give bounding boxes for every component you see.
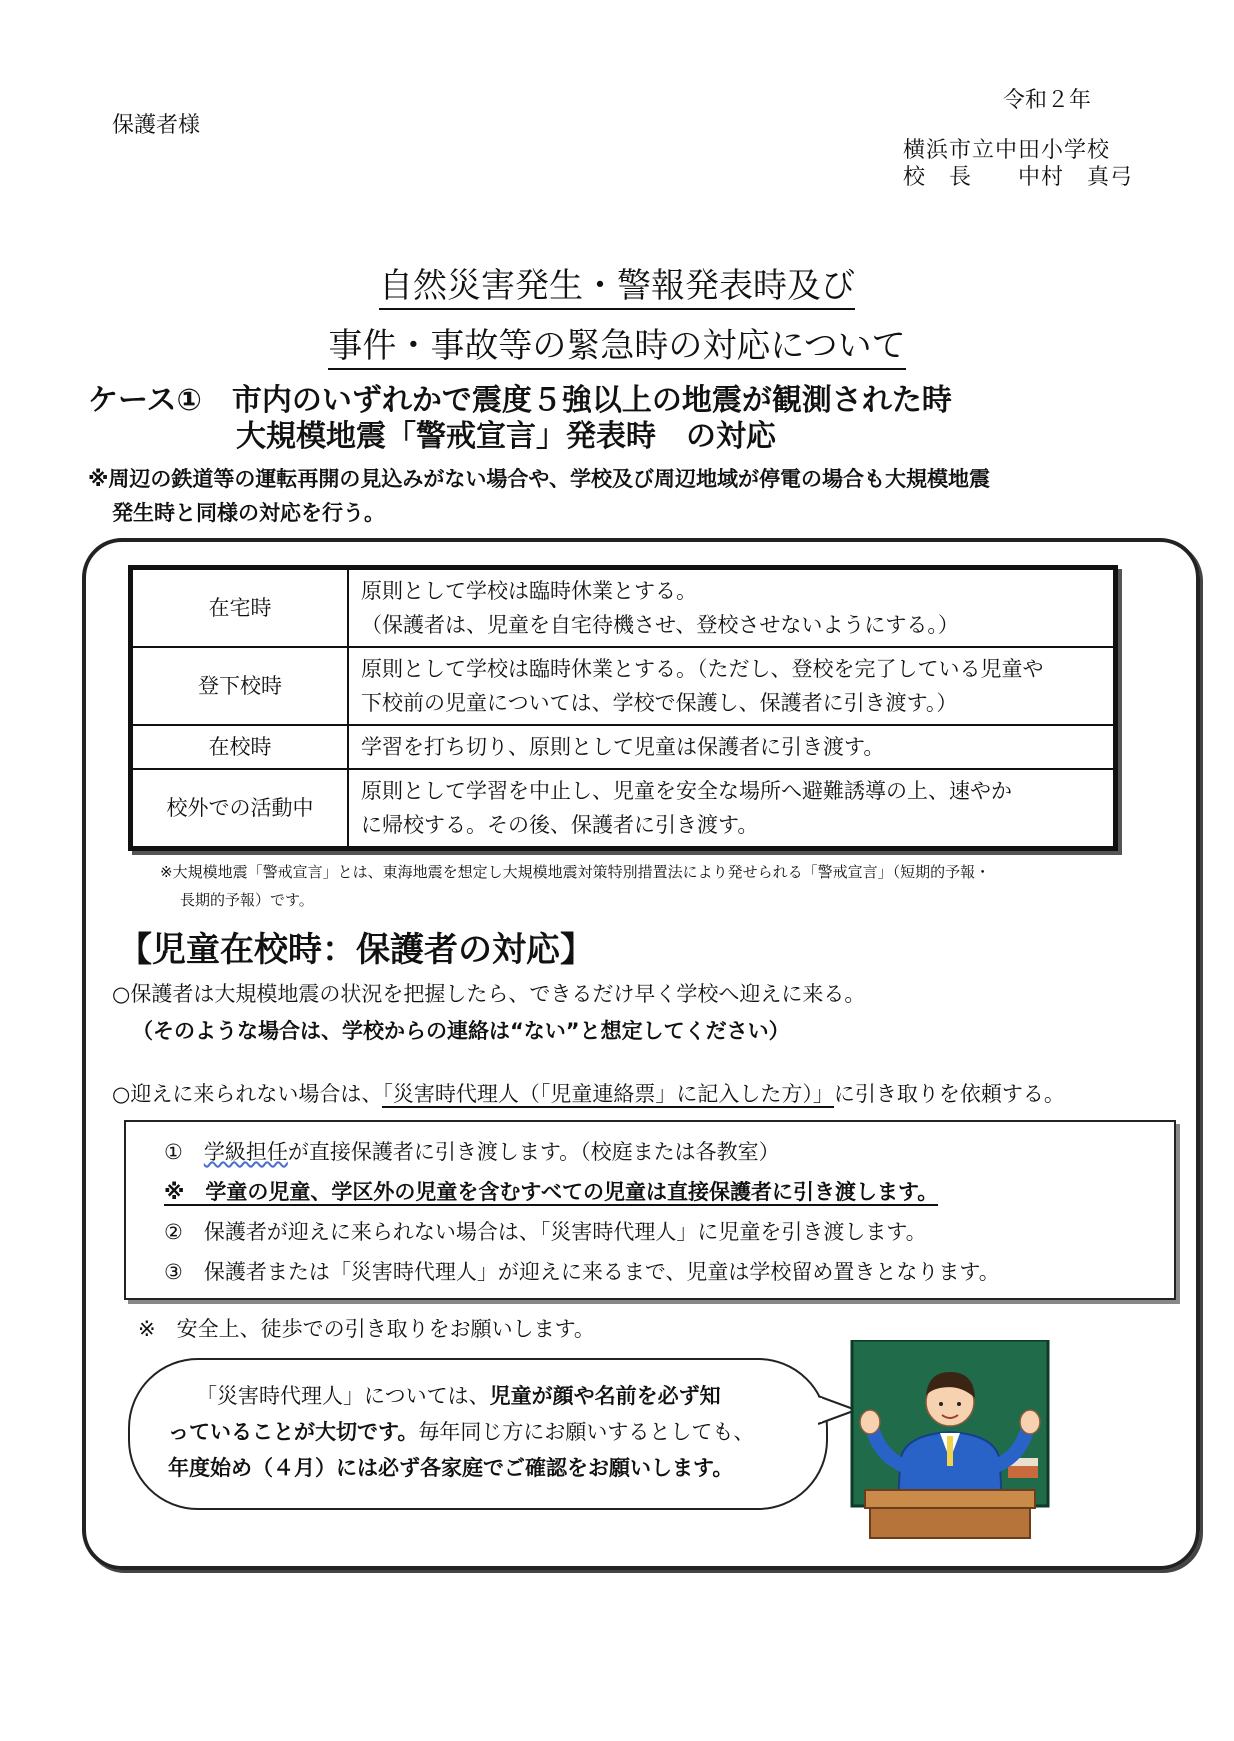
case-title-line2: 大規模地震「警戒宣言」発表時 の対応	[236, 419, 776, 454]
row-line: 原則として学校は臨時休業とする。	[361, 579, 697, 603]
teacher-illustration	[810, 1340, 1070, 1540]
table-row	[131, 568, 1116, 648]
row-content	[348, 568, 1116, 648]
table-row	[131, 725, 1116, 769]
step-1-emphasis: 学級担任	[203, 1140, 288, 1164]
desk	[865, 1490, 1035, 1538]
step-1-number: ①	[164, 1140, 183, 1164]
row-label: 登下校時	[131, 647, 349, 725]
row-content	[348, 725, 1116, 769]
p2-pre: ○迎えに来られない場合は、	[112, 1082, 383, 1106]
case-note	[88, 462, 1188, 530]
row-label: 在校時	[131, 725, 349, 769]
principal-name: 校 長 中村 真弓	[903, 165, 1134, 190]
row-label: 在宅時	[131, 568, 349, 648]
recipient-label: 保護者様	[112, 113, 201, 138]
date-label: 令和２年	[1003, 88, 1092, 113]
row-line: （保護者は、児童を自宅待機させ、登校させないようにする。）	[361, 613, 959, 637]
definition-note-line2: 長期的予報）です。	[180, 891, 314, 909]
step-3: ③ 保護者または「災害時代理人」が迎えに来るまで、児童は学校留め置きとなります。	[164, 1260, 1000, 1284]
row-line: に帰校する。その後、保護者に引き渡す。	[361, 813, 759, 837]
bubble-text-1: 「災害時代理人」については、	[196, 1384, 490, 1408]
bubble-bold-1: 児童が顔や名前を必ず知	[489, 1384, 721, 1408]
p2-post: に引き取りを依頼する。	[833, 1082, 1065, 1106]
parent-instruction-1-note: （そのような場合は、学校からの連絡は“ない”と想定してください）	[132, 1019, 790, 1043]
case-note-line2: 発生時と同様の対応を行う。	[112, 501, 385, 525]
school-name: 横浜市立中田小学校	[903, 138, 1111, 163]
definition-note-line1: ※大規模地震「警戒宣言」とは、東海地震を想定し大規模地震対策特別措置法により発せられる「警戒宣言」（短期的予報・	[160, 863, 991, 881]
eraser-icon	[1008, 1464, 1038, 1478]
section-heading: 【児童在校時：保護者の対応】	[118, 930, 594, 970]
row-content	[348, 769, 1116, 849]
bubble-bold-2: っていることが大切です。	[168, 1420, 419, 1444]
step-note	[164, 1176, 938, 1206]
parent-instruction-2	[112, 1078, 1065, 1108]
walk-note: ※ 安全上、徒歩での引き取りをお願いします。	[138, 1317, 595, 1341]
parent-instruction-1: ○保護者は大規模地震の状況を把握したら、できるだけ早く学校へ迎えに来る。	[112, 982, 866, 1006]
table-row	[131, 769, 1116, 849]
row-content	[348, 647, 1116, 725]
table-row	[131, 647, 1116, 725]
p2-underlined: 「災害時代理人（「児童連絡票」に記入した方）」	[382, 1082, 834, 1106]
row-line: 学習を打ち切り、原則として児童は保護者に引き渡す。	[361, 735, 885, 759]
step-1-text: が直接保護者に引き渡します。（校庭または各教室）	[287, 1140, 780, 1164]
document-title-line1: 自然災害発生・警報発表時及び	[0, 258, 1234, 307]
step-note-text: ※ 学童の児童、学区外の児童を含むすべての児童は直接保護者に引き渡します。	[164, 1180, 939, 1204]
case-title	[88, 383, 952, 455]
response-table	[128, 565, 1118, 851]
step-2: ② 保護者が迎えに来られない場合は、「災害時代理人」に児童を引き渡します。	[164, 1220, 927, 1244]
document-title-line2: 事件・事故等の緊急時の対応について	[0, 318, 1234, 367]
definition-note	[160, 858, 1140, 914]
case-note-line1: ※周辺の鉄道等の運転再開の見込みがない場合や、学校及び周辺地域が停電の場合も大規模地震	[88, 467, 990, 491]
case-title-line1: ケース① 市内のいずれかで震度５強以上の地震が観測された時	[88, 383, 952, 418]
row-line: 原則として学習を中止し、児童を安全な場所へ避難誘導の上、速やか	[361, 779, 1012, 803]
step-1	[164, 1136, 780, 1166]
row-line: 原則として学校は臨時休業とする。（ただし、登校を完了している児童や	[361, 657, 1044, 681]
row-line: 下校前の児童については、学校で保護し、保護者に引き渡す。）	[361, 691, 958, 715]
speech-bubble-text	[168, 1378, 808, 1486]
bubble-text-2: 毎年同じ方にお願いするとしても、	[418, 1420, 755, 1444]
row-label: 校外での活動中	[131, 769, 349, 849]
bubble-bold-3: 年度始め（４月）には必ず各家庭でご確認をお願いします。	[168, 1456, 734, 1480]
